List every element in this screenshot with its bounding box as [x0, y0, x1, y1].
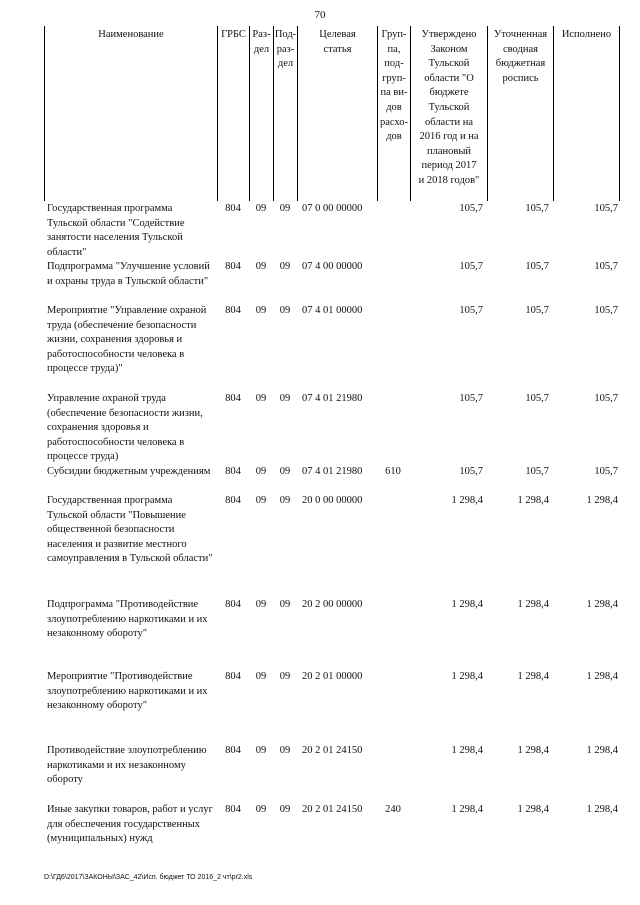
cell-utochnennaya: 105,7 [525, 305, 549, 316]
cell-ispolneno: 1 298,4 [586, 671, 618, 682]
cell-ispolneno: 105,7 [594, 261, 618, 272]
cell-ispolneno: 105,7 [594, 203, 618, 214]
cell-razdel: 09 [255, 203, 267, 214]
cell-name: Подпрограмма "Противодействие злоупотреблению наркотиками и их незаконному обороту" [47, 599, 208, 640]
cell-utochnennaya: 1 298,4 [517, 745, 549, 756]
cell-grbs: 804 [225, 393, 241, 404]
footer-file-path: D:\ГД6\2017\ЗАКОНЫ\ЗАС_42\Исп. бюджет ТО 2016_2 чт\pr2.xls [44, 874, 253, 881]
header-razdel: Раз- дел [249, 26, 273, 201]
cell-utochnennaya: 105,7 [525, 261, 549, 272]
cell-podrazdel: 09 [279, 745, 291, 756]
cell-podrazdel: 09 [279, 203, 291, 214]
cell-tselevaya: 20 2 01 24150 [302, 804, 363, 815]
cell-grbs: 804 [225, 261, 241, 272]
cell-name: Государственная программа Тульской области "Повышение общественной безопасности населения и развитие местного самоуправления в Тульской области" [47, 495, 213, 565]
cell-podrazdel: 09 [279, 261, 291, 272]
cell-grbs: 804 [225, 203, 241, 214]
header-ispolneno: Исполнено [553, 26, 620, 201]
cell-razdel: 09 [255, 804, 267, 815]
header-grbs: ГРБС [217, 26, 249, 201]
cell-name: Управление охраной труда (обеспечение безопасности жизни, сохранения здоровья и работоспособности человека в процессе труда) [47, 393, 203, 463]
cell-name: Мероприятие "Управление охраной труда (обеспечение безопасности жизни, сохранения здоровья и работоспособности человека в процессе труда)" [47, 305, 207, 375]
cell-podrazdel: 09 [279, 393, 291, 404]
cell-utochnennaya: 105,7 [525, 203, 549, 214]
header-utochnennaya: Уточненная сводная бюджетная роспись [487, 26, 553, 201]
cell-utverzhdeno: 1 298,4 [451, 745, 483, 756]
cell-utverzhdeno: 1 298,4 [451, 804, 483, 815]
header-utverzhdeno: Утверждено Законом Тульской области "О бюджете Тульской области на 2016 год и на плановый период 2017 и 2018 годов" [410, 26, 487, 201]
cell-name: Противодействие злоупотреблению наркотиками и их незаконному обороту [47, 745, 207, 786]
cell-utverzhdeno: 105,7 [459, 305, 483, 316]
cell-podrazdel: 09 [279, 466, 291, 477]
cell-razdel: 09 [255, 495, 267, 506]
cell-podrazdel: 09 [279, 305, 291, 316]
cell-razdel: 09 [255, 599, 267, 610]
cell-grbs: 804 [225, 745, 241, 756]
cell-name: Иные закупки товаров, работ и услуг для обеспечения государственных (муниципальных) нужд [47, 804, 213, 845]
header-gruppa: Груп- па, под- груп- па ви- дов расхо- дов [377, 26, 410, 201]
cell-utverzhdeno: 1 298,4 [451, 495, 483, 506]
cell-razdel: 09 [255, 671, 267, 682]
cell-ispolneno: 105,7 [594, 393, 618, 404]
cell-ispolneno: 1 298,4 [586, 745, 618, 756]
cell-gruppa: 610 [385, 466, 401, 477]
cell-name: Подпрограмма "Улучшение условий и охраны труда в Тульской области" [47, 261, 210, 287]
cell-utverzhdeno: 105,7 [459, 393, 483, 404]
cell-ispolneno: 105,7 [594, 305, 618, 316]
cell-name: Государственная программа Тульской области "Содействие занятости населения Тульской области" [47, 203, 185, 258]
cell-grbs: 804 [225, 599, 241, 610]
cell-podrazdel: 09 [279, 671, 291, 682]
cell-tselevaya: 20 2 01 00000 [302, 671, 363, 682]
cell-name: Субсидии бюджетным учреждениям [47, 466, 211, 477]
cell-utverzhdeno: 105,7 [459, 203, 483, 214]
cell-grbs: 804 [225, 495, 241, 506]
cell-utverzhdeno: 105,7 [459, 261, 483, 272]
cell-razdel: 09 [255, 393, 267, 404]
cell-utochnennaya: 1 298,4 [517, 599, 549, 610]
cell-ispolneno: 105,7 [594, 466, 618, 477]
cell-razdel: 09 [255, 305, 267, 316]
cell-razdel: 09 [255, 745, 267, 756]
cell-grbs: 804 [225, 466, 241, 477]
cell-utverzhdeno: 105,7 [459, 466, 483, 477]
cell-tselevaya: 07 4 01 00000 [302, 305, 363, 316]
cell-gruppa: 240 [385, 804, 401, 815]
cell-razdel: 09 [255, 466, 267, 477]
header-name: Наименование [44, 26, 217, 201]
cell-name: Мероприятие "Противодействие злоупотреблению наркотиками и их незаконному обороту" [47, 671, 208, 712]
cell-grbs: 804 [225, 305, 241, 316]
cell-tselevaya: 07 4 01 21980 [302, 393, 363, 404]
cell-podrazdel: 09 [279, 599, 291, 610]
cell-ispolneno: 1 298,4 [586, 495, 618, 506]
cell-podrazdel: 09 [279, 804, 291, 815]
cell-ispolneno: 1 298,4 [586, 804, 618, 815]
cell-tselevaya: 07 0 00 00000 [302, 203, 363, 214]
cell-razdel: 09 [255, 261, 267, 272]
cell-utverzhdeno: 1 298,4 [451, 599, 483, 610]
cell-tselevaya: 20 2 00 00000 [302, 599, 363, 610]
page-number: 70 [314, 9, 326, 21]
cell-ispolneno: 1 298,4 [586, 599, 618, 610]
cell-grbs: 804 [225, 671, 241, 682]
cell-utochnennaya: 105,7 [525, 466, 549, 477]
cell-utochnennaya: 1 298,4 [517, 495, 549, 506]
cell-tselevaya: 07 4 00 00000 [302, 261, 363, 272]
cell-tselevaya: 07 4 01 21980 [302, 466, 363, 477]
cell-tselevaya: 20 2 01 24150 [302, 745, 363, 756]
cell-utverzhdeno: 1 298,4 [451, 671, 483, 682]
cell-utochnennaya: 105,7 [525, 393, 549, 404]
cell-utochnennaya: 1 298,4 [517, 671, 549, 682]
header-tselevaya: Целевая статья [297, 26, 377, 201]
cell-podrazdel: 09 [279, 495, 291, 506]
cell-utochnennaya: 1 298,4 [517, 804, 549, 815]
cell-grbs: 804 [225, 804, 241, 815]
cell-tselevaya: 20 0 00 00000 [302, 495, 363, 506]
header-podrazdel: Под- раз- дел [273, 26, 297, 201]
